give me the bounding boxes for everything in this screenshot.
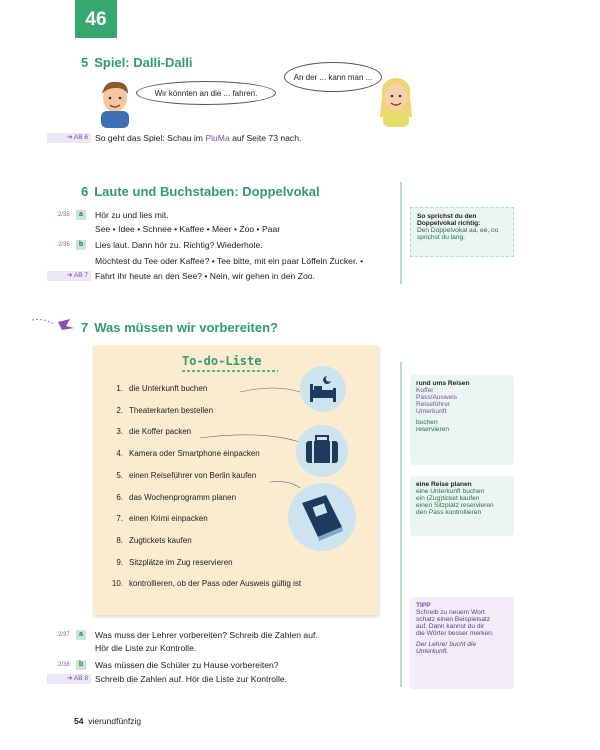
- todo-item-text: einen Krimi einpacken: [129, 514, 208, 524]
- tipp-example-line: Der Lehrer bucht die: [416, 641, 477, 648]
- tipp-text-line: Schreib zu neuem Wort: [416, 609, 485, 616]
- audio-track-2-38[interactable]: 2/38: [58, 662, 70, 668]
- task-7a-line1: Was muss der Lehrer vorbereiten? Schreib die Zahlen auf.: [95, 630, 318, 640]
- sidebar-reisen-box: [410, 375, 514, 465]
- speech-bubble-right-text: An der ... kann man ...: [293, 72, 373, 82]
- doppelvokal-tip-box: [410, 207, 514, 257]
- tipp-text-line: schatz einen Beispielsatz: [416, 616, 491, 623]
- sidebar-planen-item: ein (Zug)ticket kaufen: [416, 495, 480, 502]
- tipp-text-line: auf. Dann kannst du dir: [416, 623, 485, 630]
- todo-item: [110, 579, 301, 588]
- todo-item-number: 3.: [116, 427, 123, 437]
- todo-title-underline: [182, 369, 278, 373]
- section-5-heading: [81, 55, 192, 70]
- section-5-title: Spiel: Dalli-Dalli: [94, 55, 193, 70]
- guidebook-icon-circle: [288, 483, 356, 551]
- section-6-heading: [81, 184, 320, 199]
- section-5-instruction-post: auf Seite 73 nach.: [229, 133, 302, 143]
- todo-item-number: 2.: [116, 405, 123, 415]
- task-6b-line2: Fahrt ihr heute an den See? • Nein, wir gehen in den Zoo.: [95, 271, 315, 281]
- audio-track-2-35[interactable]: 2/35: [58, 212, 70, 218]
- doppelvokal-tip-text: Den Doppelvokal aa, ee, oo sprichst du lang.: [417, 227, 499, 241]
- tipp-box: [410, 597, 514, 689]
- page-word: vierundfünfzig: [88, 716, 142, 726]
- ab-ref-7-label: AB 7: [73, 272, 88, 279]
- guidebook-icon: [288, 483, 356, 551]
- sidebar-rule-6: [400, 182, 402, 284]
- chapter-tab: 46: [75, 0, 117, 38]
- ab-ref-8[interactable]: ➔ AB 8: [47, 674, 91, 684]
- section-5-number: 5: [81, 55, 89, 70]
- audio-track-2-36[interactable]: 2/36: [58, 242, 70, 248]
- ab-ref-8-label: AB 8: [73, 675, 88, 682]
- girl-illustration-icon: [376, 75, 416, 127]
- tipp-text-line: die Wörter besser merken.: [416, 630, 494, 637]
- task-6b-line1: Möchtest du Tee oder Kaffee? • Tee bitte, mit ein paar Löffeln Zucker. •: [95, 256, 364, 266]
- boy-illustration-icon: [95, 78, 135, 128]
- todo-item: [110, 558, 233, 567]
- task-7b-line1: Was müssen die Schüler zu Hause vorbereiten?: [95, 660, 279, 670]
- tipp-example-line: Unterkunft.: [416, 648, 449, 655]
- sidebar-reisen-title: rund ums Reisen: [416, 380, 470, 387]
- todo-item-text: Kamera oder Smartphone einpacken: [129, 449, 260, 459]
- ab-ref-7[interactable]: ➔ AB 7: [47, 271, 91, 281]
- todo-item-text: die Koffer packen: [129, 427, 192, 437]
- todo-item-number: 8.: [116, 535, 123, 545]
- sidebar-planen-item: eine Unterkunft buchen: [416, 488, 485, 495]
- sidebar-reisen-item: Reiseführer: [416, 401, 451, 408]
- sidebar-rule-7: [400, 362, 402, 687]
- task-7b-line2: Schreib die Zahlen auf. Hör die Liste zur Kontrolle.: [95, 674, 288, 684]
- section-7-heading: [81, 320, 278, 335]
- ab-ref-6-label: AB 6: [73, 134, 88, 141]
- section-6-number: 6: [81, 184, 89, 199]
- bed-icon: [300, 366, 346, 412]
- speech-bubble-left-text: Wir könnten an die ... fahren.: [154, 88, 258, 98]
- sidebar-planen-title: eine Reise planen: [416, 481, 472, 488]
- todo-item-number: 5.: [116, 470, 123, 480]
- audio-track-2-37[interactable]: 2/37: [58, 632, 70, 638]
- speech-bubble-right: [284, 62, 382, 92]
- sidebar-reisen-item: Koffer: [416, 387, 434, 394]
- todo-item-text: die Unterkunft buchen: [129, 384, 208, 393]
- pluma-link[interactable]: PluMa: [205, 133, 230, 143]
- sidebar-reisen-verb: reservieren: [416, 426, 449, 433]
- todo-item-text: Theaterkarten bestellen: [129, 405, 214, 415]
- todo-item-text: kontrollieren, ob der Pass oder Ausweis gültig ist: [129, 579, 302, 589]
- task-6b-text: Lies laut. Dann hör zu. Richtig? Wiederhole.: [95, 240, 263, 250]
- sidebar-reisen-verb: buchen: [416, 419, 438, 426]
- section-5-instruction-pre: So geht das Spiel: Schau im: [95, 133, 206, 143]
- section-7-number: 7: [81, 320, 89, 335]
- ab-ref-6[interactable]: ➔ AB 6: [47, 133, 91, 143]
- task-label-6a: a: [76, 210, 86, 220]
- suitcase-icon-circle: [296, 425, 348, 477]
- todo-item: [110, 427, 191, 436]
- tipp-title: TIPP: [416, 602, 431, 609]
- task-7a-line2: Hör die Liste zur Kontrolle.: [95, 643, 197, 653]
- bed-icon-circle: [300, 366, 346, 412]
- doppelvokal-tip-title: So sprichst du den Doppelvokal richtig:: [417, 213, 481, 227]
- todo-item-number: 6.: [116, 492, 123, 502]
- todo-item: [110, 384, 207, 393]
- todo-item-text: einen Reiseführer von Berlin kaufen: [129, 470, 257, 480]
- page-footer: [74, 716, 141, 726]
- sidebar-reisen-item: Unterkunft: [416, 408, 447, 415]
- todo-item-text: das Wochenprogramm planen: [129, 492, 237, 502]
- sidebar-planen-item: den Pass kontrollieren: [416, 509, 482, 516]
- section-6-title: Laute und Buchstaben: Doppelvokal: [94, 184, 320, 199]
- task-label-7b: b: [76, 660, 86, 670]
- speech-bubble-left: [136, 81, 276, 105]
- task-label-7a: a: [76, 630, 86, 640]
- todo-item-number: 4.: [116, 449, 123, 459]
- todo-item-number: 10.: [111, 579, 123, 589]
- todo-item: [110, 406, 213, 415]
- task-6a-text: Hör zu und lies mit.: [95, 210, 169, 220]
- todo-item-number: 1.: [116, 384, 123, 393]
- todo-item-number: 9.: [116, 557, 123, 567]
- todo-item: [110, 536, 192, 545]
- task-6a-words: See • Idee • Schnee • Kaffee • Meer • Zoo • Paar: [95, 224, 281, 234]
- todo-item-text: Sitzplätze im Zug reservieren: [129, 557, 233, 567]
- todo-item-text: Zugtickets kaufen: [129, 535, 192, 545]
- todo-item: [110, 514, 208, 523]
- section-5-instruction: [95, 133, 301, 143]
- todo-item-number: 7.: [116, 514, 123, 524]
- sidebar-planen-box: [410, 476, 514, 536]
- task-label-6b: b: [76, 240, 86, 250]
- page-number: 54: [74, 716, 84, 726]
- suitcase-icon: [296, 425, 348, 477]
- bird-icon: [30, 314, 78, 334]
- todo-list-title: To-do-Liste: [182, 354, 262, 368]
- sidebar-planen-item: einen Sitzplatz reservieren: [416, 502, 494, 509]
- sidebar-reisen-item: Pass/Ausweis: [416, 394, 458, 401]
- section-7-title: Was müssen wir vorbereiten?: [94, 320, 278, 335]
